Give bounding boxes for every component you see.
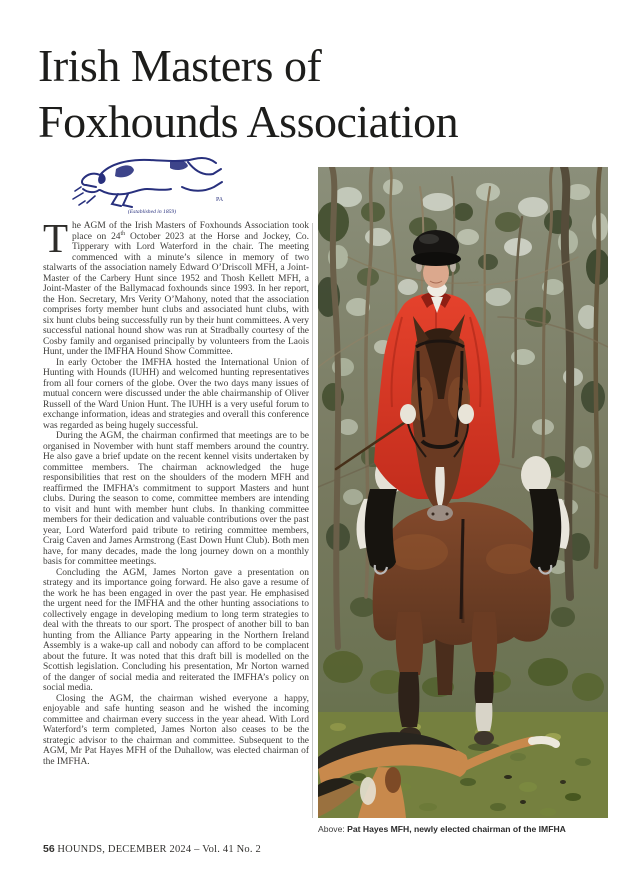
page-title-line2: Foxhounds Association xyxy=(38,96,459,147)
paragraph-1-text: he AGM of the Irish Masters of Foxhounds Association took place on 24 xyxy=(72,221,309,242)
photo-pat-hayes xyxy=(318,167,608,818)
issue-info: HOUNDS, DECEMBER 2024 – Vol. 41 No. 2 xyxy=(57,844,261,855)
ordinal-superscript: th xyxy=(120,230,126,237)
paragraph-1 xyxy=(43,215,309,358)
logo-artist-initials: PA xyxy=(216,197,224,203)
imfha-foxhound-logo xyxy=(70,147,230,215)
page-number: 56 xyxy=(43,843,55,855)
caption-text: Pat Hayes MFH, newly elected chairman of the IMFHA xyxy=(347,824,566,834)
paragraph-5: Closing the AGM, the chairman wished everyone a happy, enjoyable and safe hunting season and he wished the incoming committee and chairman every success in the year ahead. With Lord Waterford’s term completed, James Norton also ceases to be the strategic advisor to the chairman and committee. Subsequent to the AGM, Mr Pat Hayes MFH of the Duhallow, was elected chairman of the IMFHA. xyxy=(43,693,309,767)
paragraph-3: During the AGM, the chairman confirmed that meetings are to be organised in November with hunt staff members around the country. He also gave a brief update on the recent kennel visits undertaken by committee members. The chairman acknowledged the huge responsibilities that rest on the shoulders of the modern MFH and reaffirmed the IMFHA’s commitment to support Masters and hunt clubs. During the season to come, committee members are intending to visit and hunt with member hunt clubs. In thanking committee members for their dedication and valuable contributions over the past year, Lord Waterford paid tribute to retiring committee members, Craig Caven and James Armstrong (East Down Hunt Club). Both men have, for many decades, made the long journey down on a monthly basis for committee meetings. xyxy=(43,431,309,567)
drop-cap: T xyxy=(43,215,69,261)
logo-established-text: (Established in 1859) xyxy=(127,209,177,215)
foxhound-logo-icon xyxy=(70,147,230,217)
paragraph-1-text-cont: October 2023 at the Horse and Jockey, Co. Tipperary with Lord Waterford in the chair. The meeting commenced with a minute’s silence in memory of two stalwarts of the association namely Edward O’Driscoll MFH, a Joint-Master of the Carbery Hunt since 1952 and Thosh Kellett MFH, a Joint-Master of the Ballymacad foxhounds since 1993. In her report, the Hon. Secretary, Mrs Verity O’Mahony, noted that the association comprises forty member hunt clubs and associated hunt clubs, with six hunt clubs being successfully run by their hunt committees. A very successful national hound show was run at Stradbally courtesy of the Cosby family and organised principally by volunteers from the Laois Hunt, under the IMFHA Hound Show Committee. xyxy=(43,231,309,357)
paragraph-2: In early October the IMFHA hosted the International Union of Hunting with Hounds (IUHH) and welcomed hunting representatives from all four corners of the globe. Over the two days many issues of mutual concern were discussed under the able chairmanship of Oliver Russell of the Ward Union Hunt. The IUHH is a very useful forum to exchange information, ideas and strategies and overall this conference was regarded as being hugely successful. xyxy=(43,357,309,431)
caption-prefix: Above: xyxy=(318,824,348,834)
column-rule xyxy=(312,223,313,818)
page-footer xyxy=(43,843,463,855)
photo-illustration xyxy=(318,167,608,818)
page-title xyxy=(38,38,578,150)
paragraph-4: Concluding the AGM, James Norton gave a presentation on strategy and its importance going forward. He also gave a resume of the work he has been engaged in over the past year. He emphasised the urgent need for the IMFHA and the other hunting associations to collectively engage in developing medium to long term strategies to deal with the threats to our sport. The prospect of another bill to ban hunting from the Alliance Party appearing in the Northern Ireland Assembly is a wake-up call and nobody can afford to be complacent about the future. It was noted that this draft bill is modelled on the Scottish legislation. Concluding his presentation, Mr Norton warned of the danger of social media and reiterated the IMFHA’s policy on social media. xyxy=(43,567,309,693)
page-title-line1: Irish Masters of xyxy=(38,40,322,91)
photo-caption xyxy=(318,824,610,834)
article-body xyxy=(43,215,309,767)
